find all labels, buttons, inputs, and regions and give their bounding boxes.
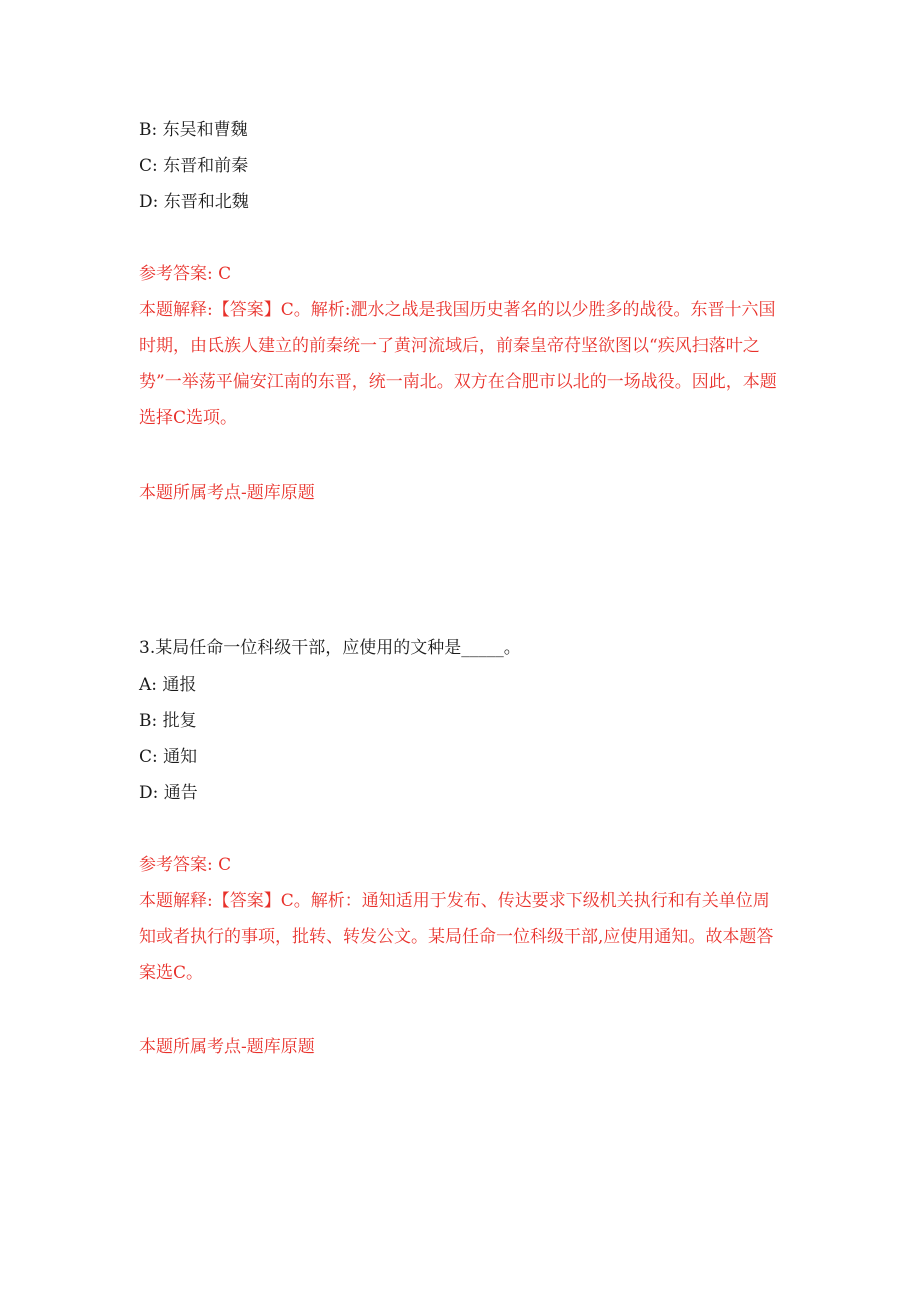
q3-answer: 参考答案: C (139, 855, 232, 875)
q3-source: 本题所属考点-题库原题 (139, 1037, 315, 1057)
q3-explanation: 本题解释:【答案】C。解析：通知适用于发布、传达要求下级机关执行和有关单位周知或者执行的事项，批转、转发公文。某局任命一位科级干部,应使用通知。故本题答案选C。 (139, 891, 774, 983)
q2-option-b: B: 东吴和曹魏 (139, 120, 248, 140)
q3-option-b: B: 批复 (139, 711, 197, 731)
q2-source: 本题所属考点-题库原题 (139, 483, 315, 503)
q3-option-c: C: 通知 (139, 747, 198, 767)
q2-explanation: 本题解释:【答案】C。解析:淝水之战是我国历史著名的以少胜多的战役。东晋十六国时期，由氐族人建立的前秦统一了黄河流域后，前秦皇帝苻坚欲图以“疾风扫落叶之势”一举荡平偏安江南的东晋，统一南北。双方在合肥市以北的一场战役。因此，本题选择C选项。 (139, 300, 777, 428)
q2-option-d: D: 东晋和北魏 (139, 192, 249, 212)
q3-option-a: A: 通报 (139, 675, 197, 695)
q3-option-d: D: 通告 (139, 783, 198, 803)
q2-answer: 参考答案: C (139, 264, 232, 284)
q2-option-c: C: 东晋和前秦 (139, 156, 249, 176)
q3-question: 3.某局任命一位科级干部，应使用的文种是_____。 (139, 638, 521, 658)
